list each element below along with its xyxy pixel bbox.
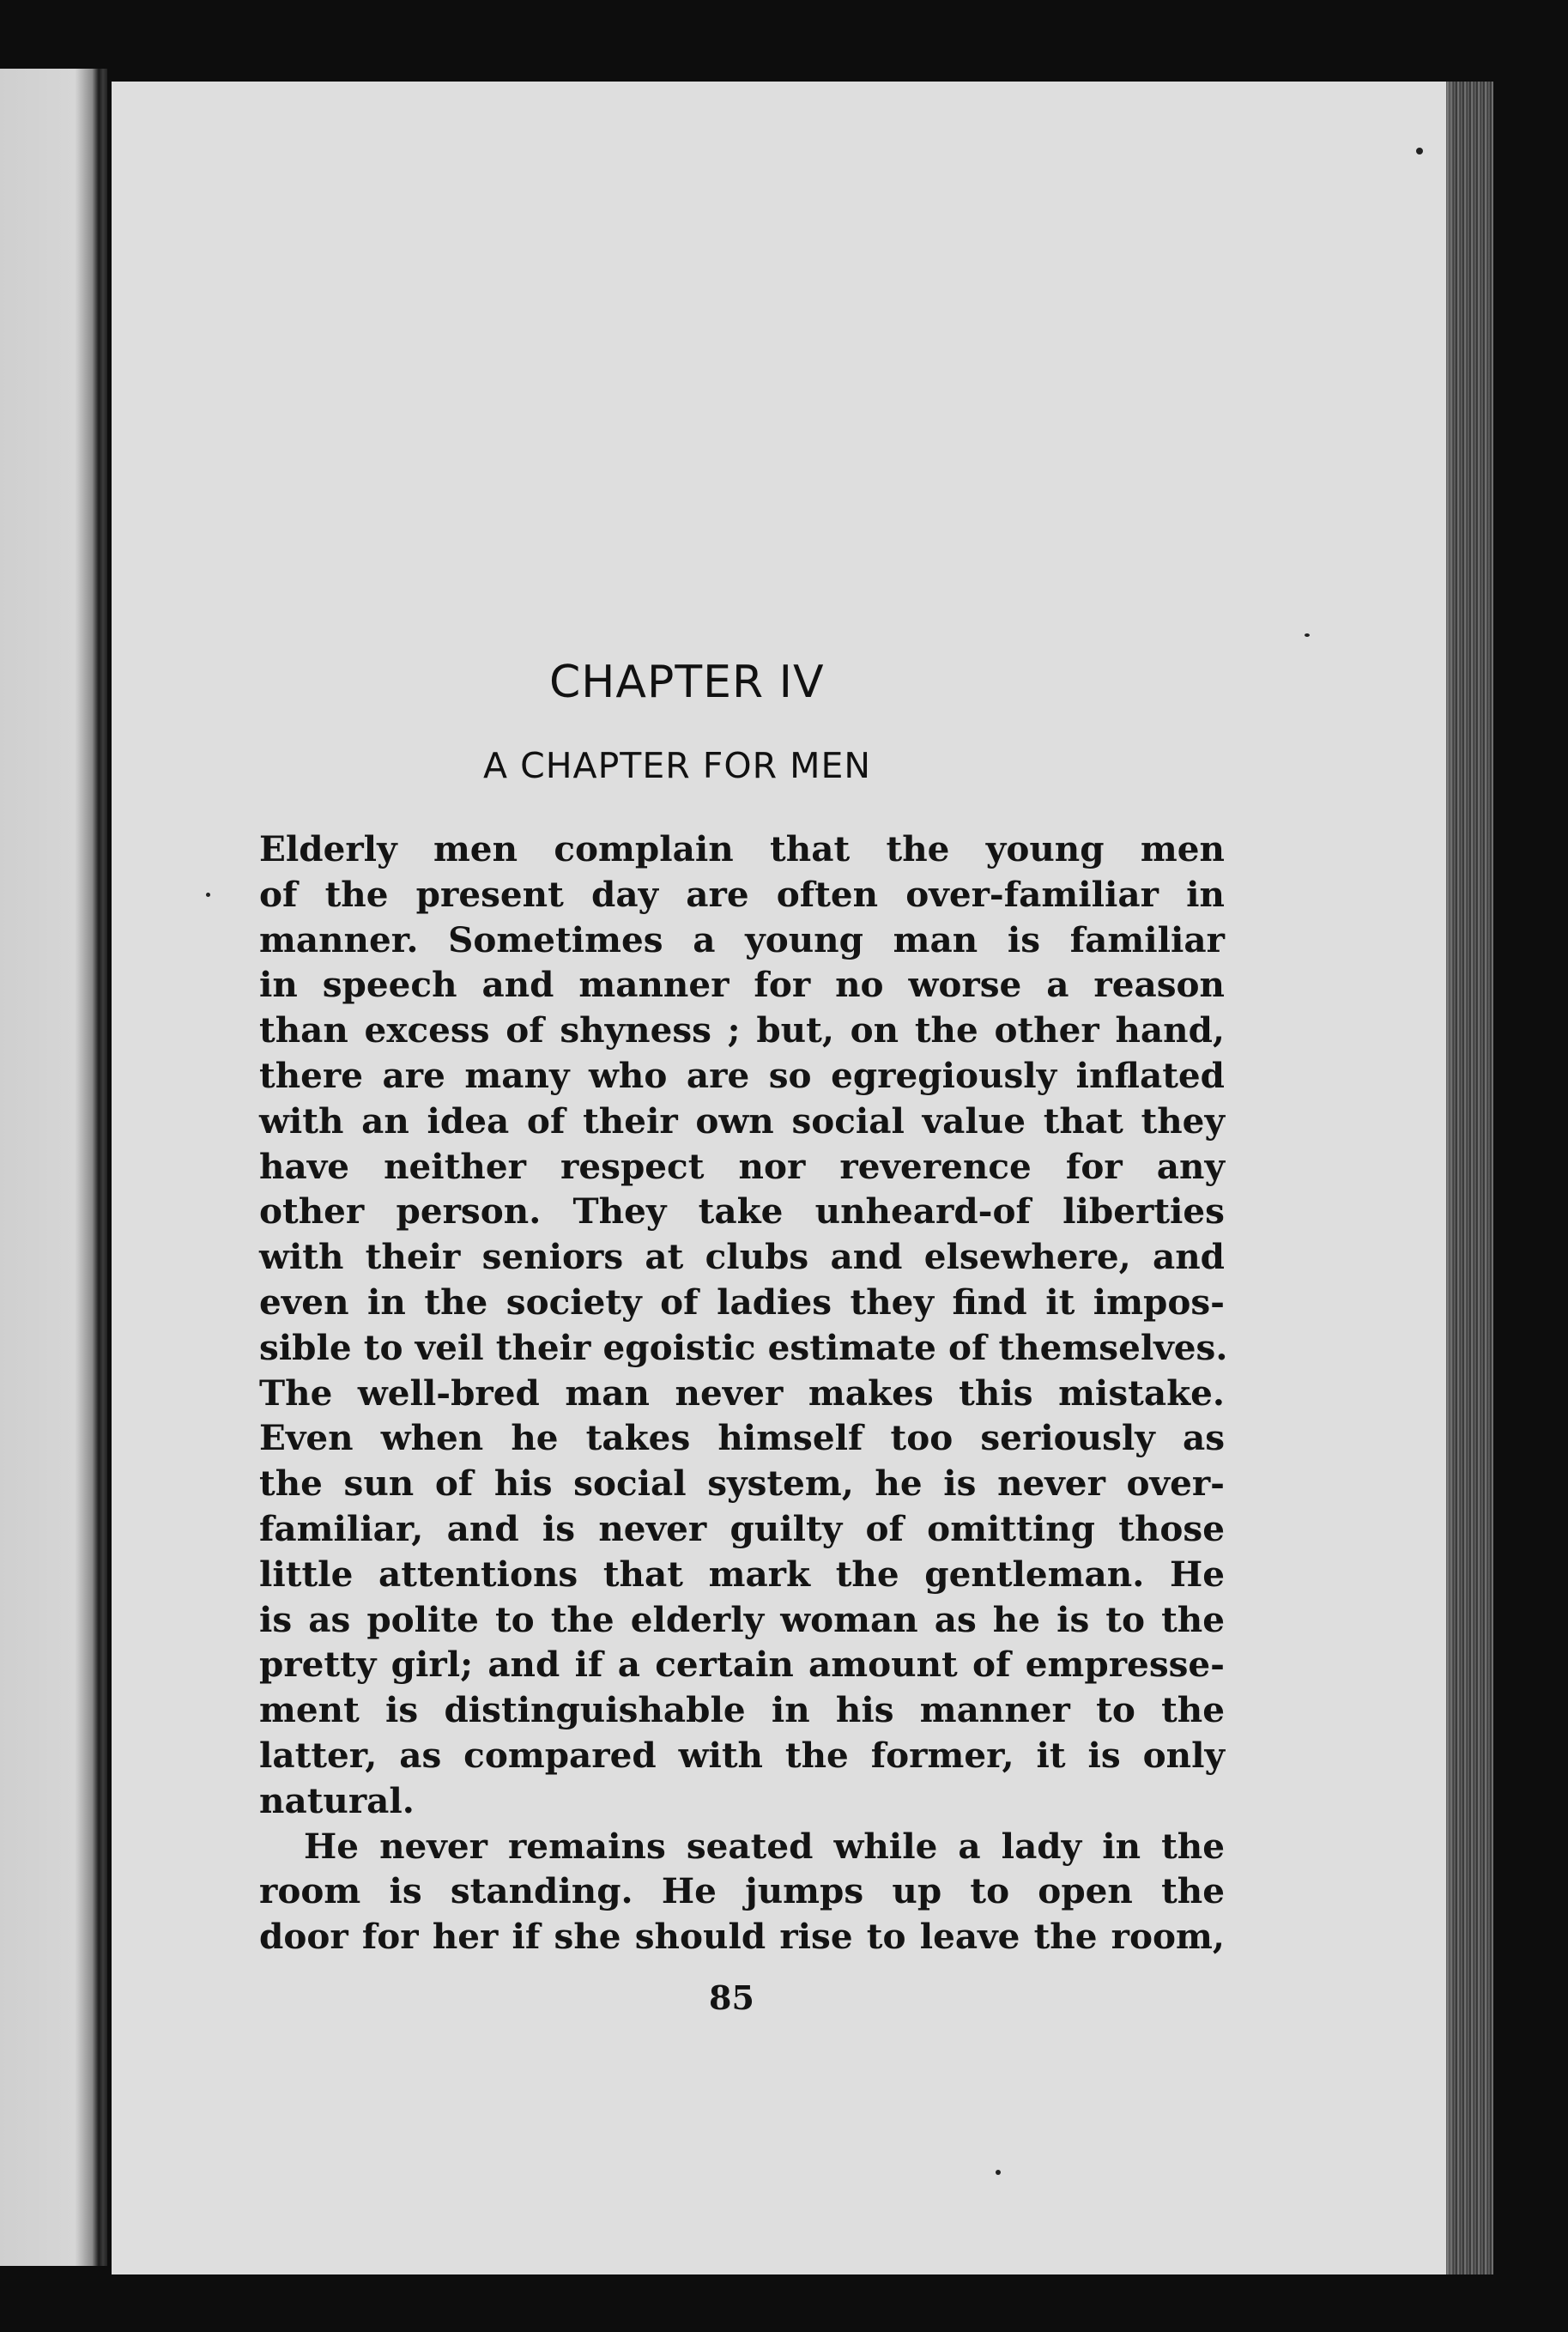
body-line: manner. Sometimes a young man is familiar — [259, 918, 1225, 960]
chapter-body — [259, 827, 1228, 1959]
body-line: ment is distinguishable in his manner to the — [259, 1689, 1225, 1731]
page-stack-edge — [1446, 82, 1493, 2274]
scan-speck — [206, 893, 210, 897]
body-line: is as polite to the elderly woman as he is to the — [259, 1598, 1225, 1640]
body-line: pretty girl; and if a certain amount of empresse- — [259, 1644, 1225, 1686]
body-line: of the present day are often over-familiar in — [259, 873, 1225, 915]
body-line: other person. They take unheard-of liberties — [259, 1190, 1225, 1233]
body-line: with their seniors at clubs and elsewhere, and — [259, 1236, 1225, 1278]
page-number: 85 — [709, 1978, 754, 2017]
body-line: sible to veil their egoistic estimate of themselves. — [259, 1326, 1228, 1368]
body-line: little attentions that mark the gentleman. He — [259, 1553, 1225, 1595]
scan-speck — [1305, 633, 1310, 637]
left-page-edge — [0, 69, 107, 2266]
body-line: Elderly men complain that the young men — [259, 828, 1225, 869]
body-line: room is standing. He jumps up to open the — [259, 1870, 1225, 1912]
body-line: even in the society of ladies they find it impos- — [259, 1281, 1225, 1323]
body-line: there are many who are so egregiously inflated — [259, 1054, 1225, 1096]
body-line: Even when he takes himself too seriously as — [259, 1417, 1225, 1459]
body-line: He never remains seated while a lady in the — [304, 1825, 1225, 1867]
body-line: have neither respect nor reverence for any — [259, 1145, 1225, 1187]
scan-speck — [996, 2170, 1001, 2175]
body-line: than excess of shyness ; but, on the other hand, — [259, 1009, 1225, 1051]
body-line: in speech and manner for no worse a reason — [259, 964, 1225, 1006]
body-line: door for her if she should rise to leave the room, — [259, 1916, 1225, 1958]
body-line: the sun of his social system, he is never over- — [259, 1463, 1225, 1505]
body-line: The well-bred man never makes this mistake. — [259, 1372, 1225, 1414]
chapter-title: A CHAPTER FOR MEN — [483, 745, 872, 786]
body-line: natural. — [259, 1779, 415, 1821]
body-line: latter, as compared with the former, it is only — [259, 1734, 1225, 1776]
chapter-number: CHAPTER IV — [549, 657, 825, 708]
body-line: familiar, and is never guilty of omitting those — [259, 1507, 1225, 1549]
body-line: with an idea of their own social value that they — [259, 1099, 1225, 1142]
scan-speck — [1416, 148, 1423, 154]
